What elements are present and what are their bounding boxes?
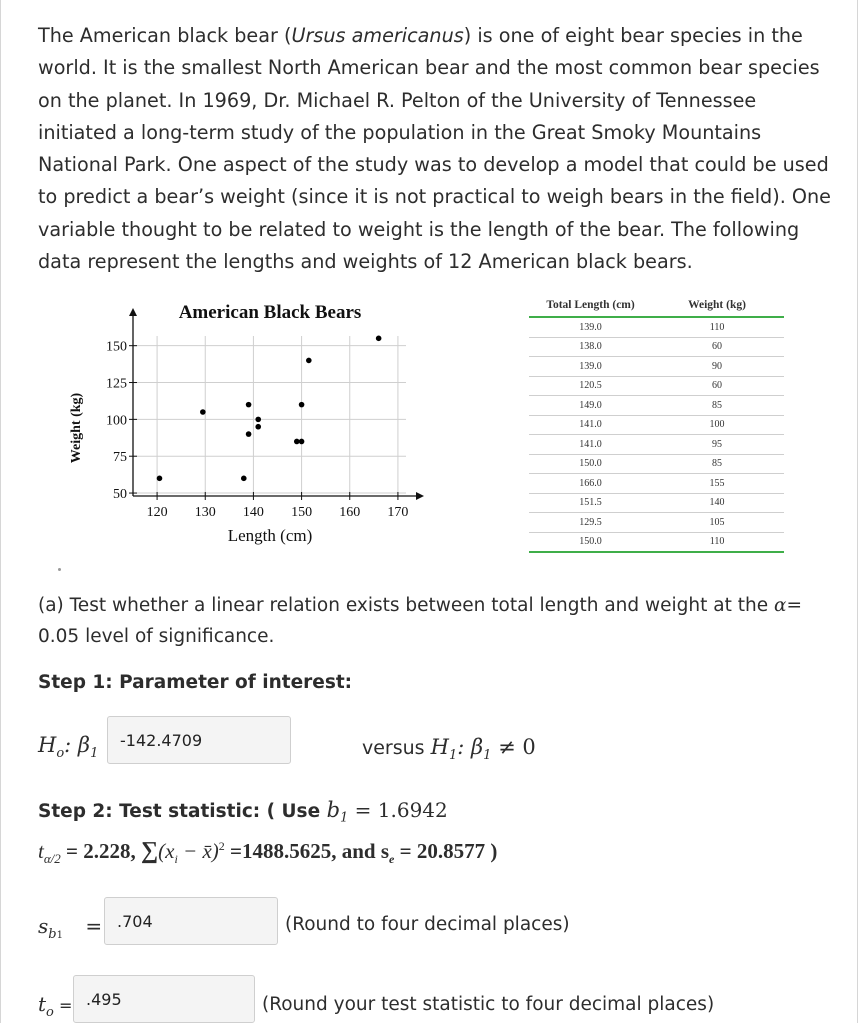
chart-point [299, 402, 305, 408]
h1-end: ≠ 0 [491, 735, 536, 759]
h0-beta-sub: 1 [90, 746, 99, 762]
table-row [529, 435, 784, 455]
intro-paragraph [38, 20, 838, 278]
h0-value-input[interactable]: -142.4709 [107, 716, 291, 764]
intro-species: Ursus americanus [291, 24, 464, 47]
chart-x-label: Length (cm) [227, 526, 313, 545]
h0-expression [38, 733, 98, 761]
t-crit-symbol: t [38, 839, 44, 863]
chart-point [246, 431, 252, 437]
chart-y-label: Weight (kg) [69, 392, 84, 464]
table-row [529, 494, 784, 514]
table-cell-length: 141.0 [579, 419, 602, 431]
table-body [529, 318, 784, 553]
sb1-sub: b [48, 927, 57, 942]
sum-expr: (x [158, 839, 175, 863]
h1-beta-sub: 1 [483, 747, 492, 763]
table-cell-weight: 85 [712, 458, 723, 470]
table-cell-length: 138.0 [579, 341, 602, 353]
chart-point [157, 476, 163, 482]
table-cell-weight: 110 [709, 321, 725, 333]
table-row [529, 513, 784, 533]
table-cell-length: 141.0 [579, 438, 602, 450]
sum-sup: 2 [218, 839, 225, 853]
t0-value-input[interactable]: .495 [73, 975, 255, 1023]
b1-symbol: b [326, 798, 341, 822]
h0-sub: o [56, 746, 65, 762]
h1-expression [362, 735, 536, 763]
chart-points [157, 336, 382, 482]
alpha-symbol: α= [773, 595, 802, 616]
chart-x-arrow [416, 492, 424, 500]
t-crit-sub: α/2 [43, 851, 61, 867]
sb1-sub2: 1 [56, 930, 63, 941]
chart-x-tick-label: 120 [146, 505, 168, 520]
table-row [529, 377, 784, 397]
chart-point [255, 417, 261, 423]
chart-point [246, 402, 252, 408]
table-row [529, 533, 784, 554]
chart-y-tick-label: 100 [106, 413, 127, 429]
chart-y-tick-label: 75 [113, 450, 127, 466]
t0-expression [38, 992, 72, 1020]
question-a [38, 590, 838, 652]
t0-symbol: t [38, 992, 47, 1016]
sb1-symbol: s [38, 914, 49, 938]
sb1-expression [38, 914, 102, 942]
table-cell-weight: 155 [709, 477, 725, 489]
h1-sub: 1 [448, 747, 458, 763]
h1-symbol: H [430, 735, 449, 759]
se-sub: e [389, 852, 395, 867]
chart-point [376, 336, 382, 342]
table-cell-length: 150.0 [579, 536, 602, 548]
b1-sub: 1 [340, 810, 349, 826]
table-cell-weight: 60 [712, 380, 723, 392]
table-row [529, 357, 784, 377]
table-header-weight: Weight (kg) [688, 299, 746, 311]
sum-rest: − x̄) [177, 839, 219, 863]
chart-point [255, 424, 261, 430]
sb1-eq: = [85, 914, 103, 938]
sb1-note: (Round to four decimal places) [285, 914, 570, 935]
table-cell-length: 120.5 [579, 380, 602, 392]
chart-x-tick-label: 160 [339, 505, 361, 520]
table-cell-weight: 100 [709, 419, 725, 431]
table-row [529, 338, 784, 358]
intro-text-1: The American black bear ( [38, 24, 292, 47]
h0-symbol: H [38, 733, 57, 757]
chart-y-tick-label: 125 [106, 376, 127, 392]
chart-point [306, 358, 312, 364]
t0-note: (Round your test statistic to four decimal places) [262, 994, 715, 1015]
sb1-value-input[interactable]: .704 [104, 897, 278, 945]
chart-point [299, 439, 305, 445]
sum-symbol: ∑ [141, 838, 159, 864]
table-row [529, 416, 784, 436]
table-cell-length: 149.0 [579, 399, 602, 411]
sum-value: =1488.5625, and s [224, 839, 390, 863]
scatter-chart [60, 296, 440, 556]
table-header-length: Total Length (cm) [546, 299, 635, 311]
t-crit-value: = 2.228, [60, 839, 141, 863]
step1-label: Step 1: Parameter of interest: [38, 672, 353, 693]
b1-value: = 1.6942 [348, 798, 448, 822]
table-cell-length: 129.5 [579, 516, 602, 528]
table-cell-length: 151.5 [579, 497, 602, 509]
table-row [529, 396, 784, 416]
table-cell-weight: 140 [709, 497, 725, 509]
question-a-prefix: (a) Test whether a linear relation exists between total length and weight at the [38, 595, 769, 616]
question-a-suffix: 0.05 level of significance. [38, 626, 275, 647]
chart-title: American Black Bears [178, 302, 362, 323]
chart-point [294, 439, 300, 445]
sum-sub: i [174, 852, 178, 867]
chart-grid [133, 336, 406, 496]
table-row [529, 318, 784, 338]
bullet-dot [58, 568, 61, 571]
step2-line2 [38, 838, 497, 867]
t0-eq: = [53, 996, 73, 1015]
t0-sub: o [46, 1005, 54, 1020]
table-cell-length: 139.0 [579, 321, 602, 333]
step2-line1 [38, 798, 448, 826]
chart-x-tick-label: 140 [242, 505, 264, 520]
table-cell-weight: 60 [712, 341, 723, 353]
chart-point [241, 476, 247, 482]
table-cell-weight: 85 [712, 399, 723, 411]
table-row [529, 455, 784, 475]
versus-text: versus [362, 737, 425, 759]
chart-x-tick-label: 170 [387, 505, 409, 520]
table-cell-weight: 110 [709, 536, 725, 548]
h1-beta: : β [457, 735, 484, 759]
chart-x-tick-label: 130 [194, 505, 216, 520]
se-value: = 20.8577 ) [394, 839, 498, 863]
table-cell-weight: 95 [712, 438, 723, 450]
chart-y-tick-label: 150 [106, 339, 127, 355]
table-cell-weight: 90 [712, 360, 723, 372]
intro-text-2: ) is one of eight bear species in the world. It is the smallest North American bear and the most common bear species on the planet. In 1969, Dr. Michael R. Pelton of the University of Tennessee initiated a long-term study of the population in the Great Smoky Mountains National Park. One aspect of the study was to develop a model that could be used to predict a bear’s weight (since it is not practical to weigh bears in the field). One variable thought to be related to weight is the length of the bear. The following data represent the lengths and weights of 12 American black bears. [38, 24, 831, 274]
data-table [529, 294, 784, 553]
step2-label: Step 2: Test statistic: ( Use [38, 801, 327, 822]
chart-x-tick-label: 150 [291, 505, 313, 520]
chart-point [200, 409, 206, 415]
h0-beta: : β [64, 733, 91, 757]
chart-y-tick-label: 50 [113, 487, 127, 503]
chart-y-arrow [129, 308, 137, 316]
table-cell-length: 150.0 [579, 458, 602, 470]
table-cell-length: 139.0 [579, 360, 602, 372]
table-cell-weight: 105 [709, 516, 725, 528]
table-header [529, 294, 784, 318]
table-row [529, 474, 784, 494]
table-cell-length: 166.0 [579, 477, 602, 489]
